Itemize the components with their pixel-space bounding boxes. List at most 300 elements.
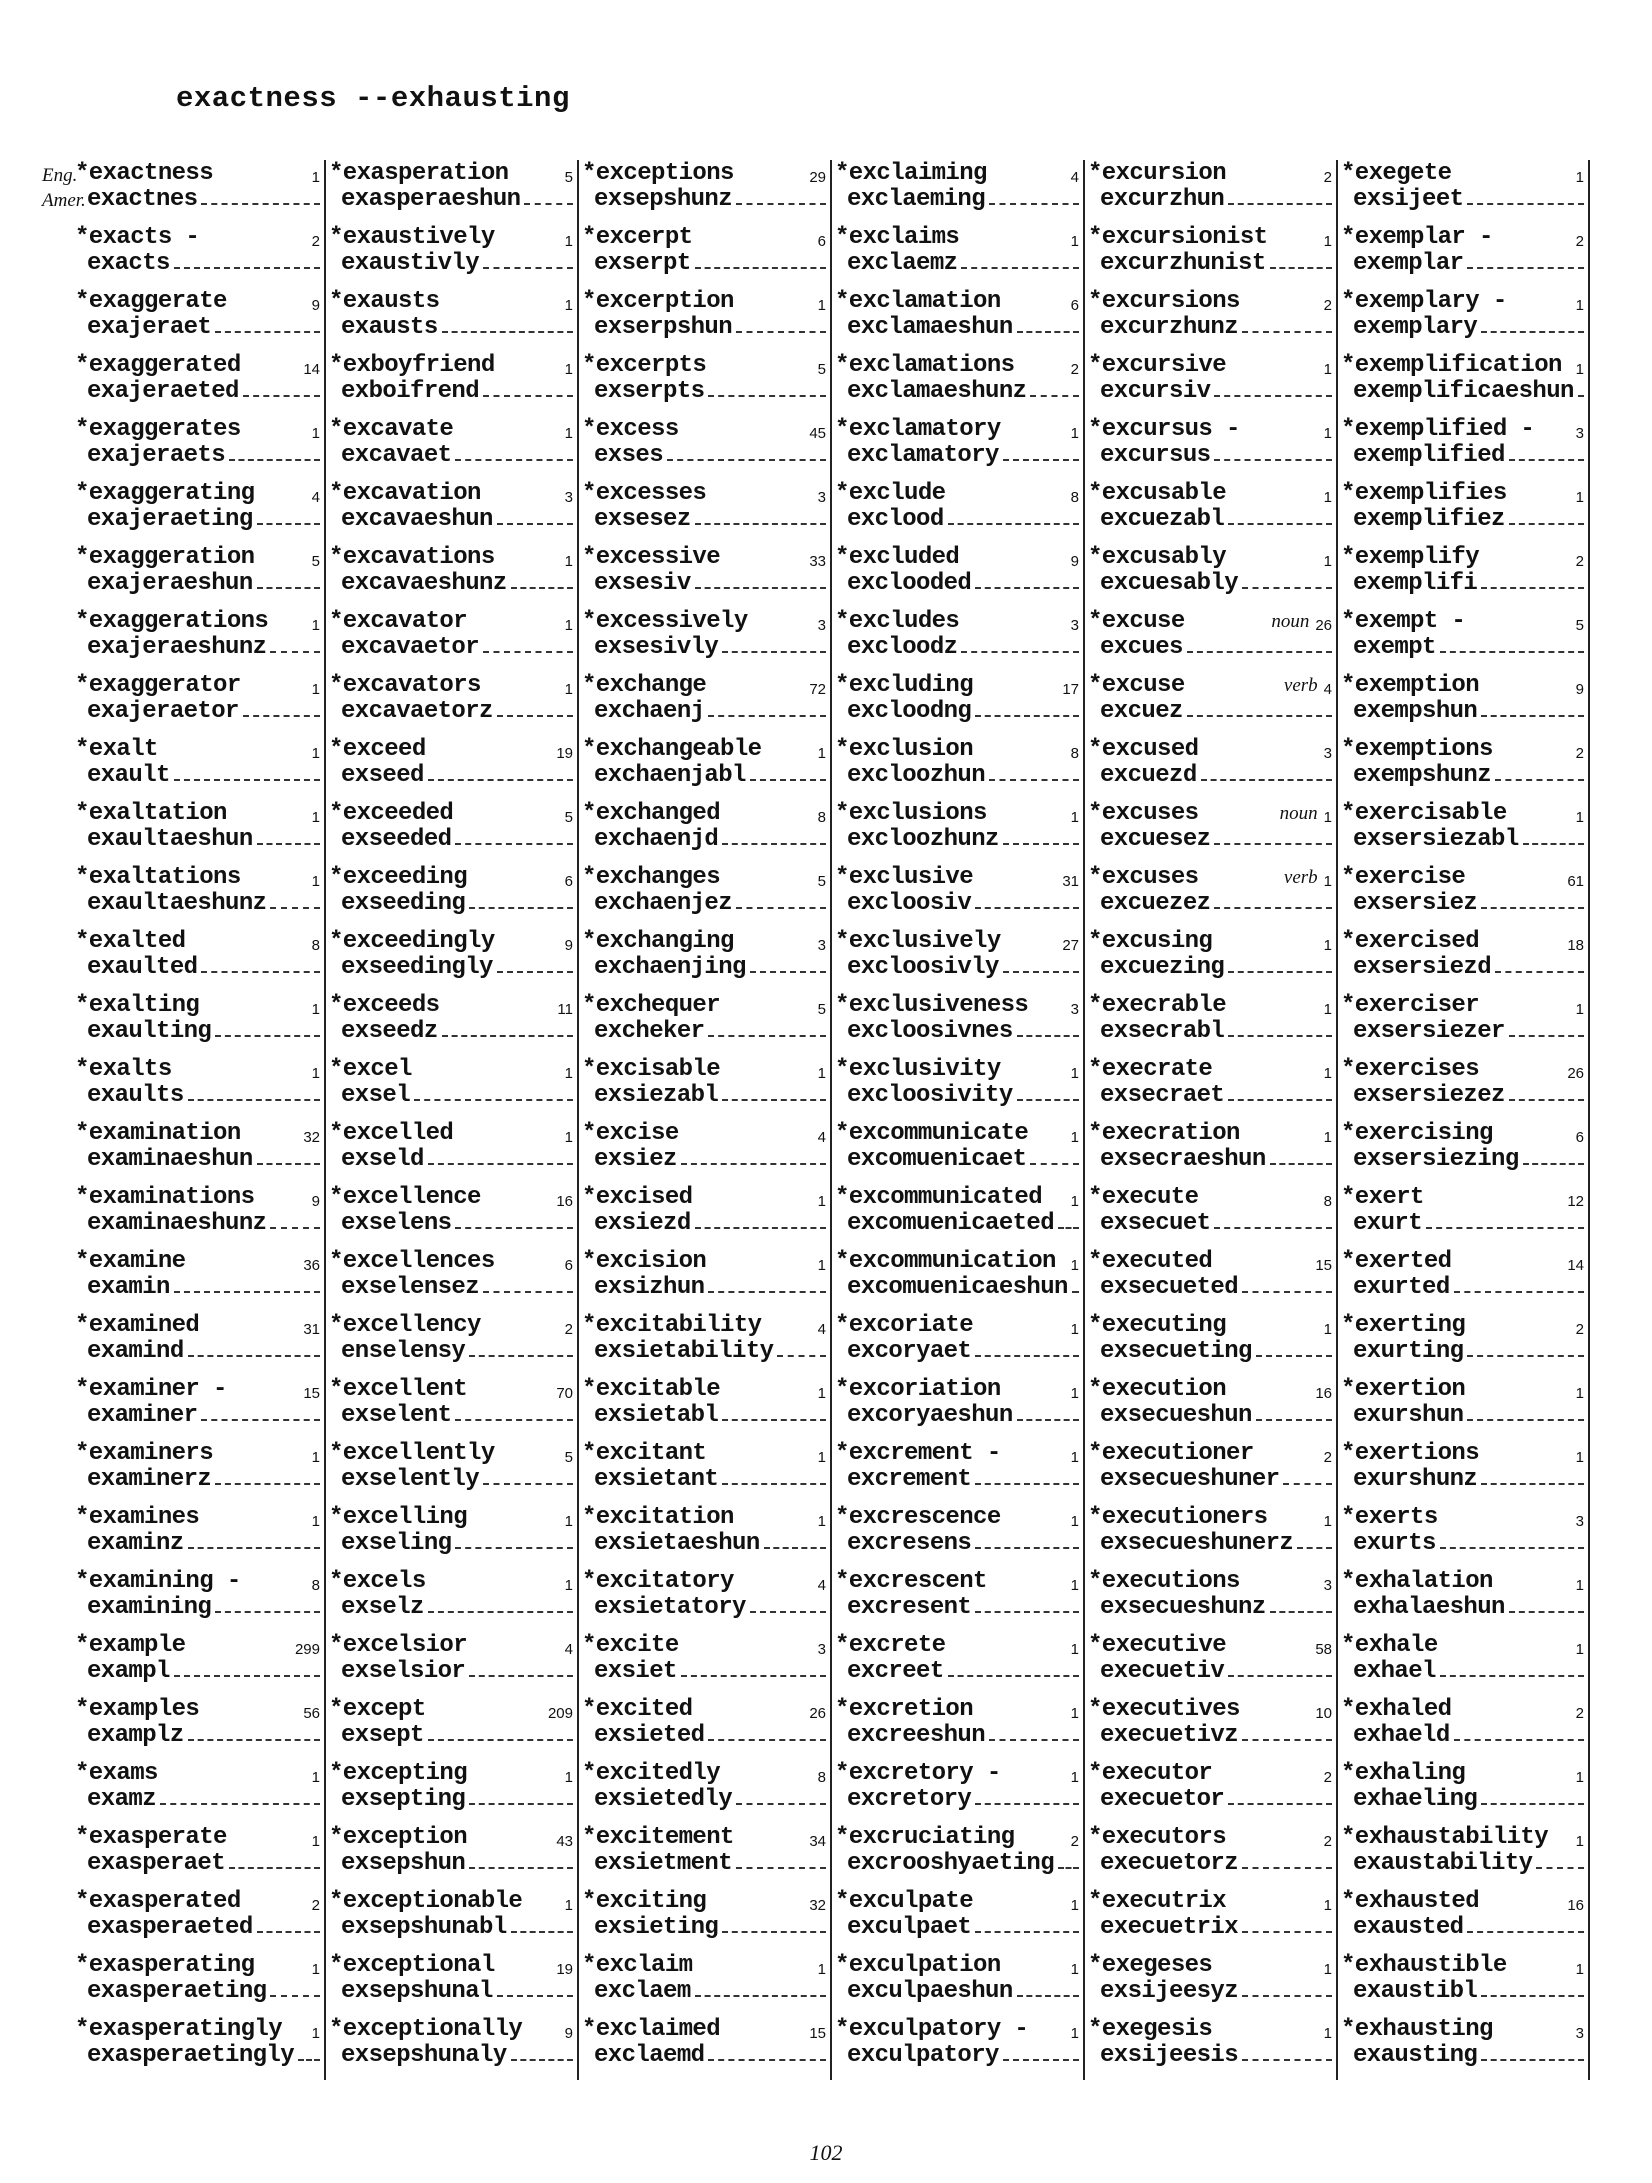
dictionary-entry [326,1248,577,1312]
headword: *excerption [582,288,734,315]
headword: *exclaimed [582,2016,721,2043]
headword: *exhaustability [1341,1824,1549,1851]
spelling-line [75,1402,320,1428]
headword-line [1088,288,1332,314]
dictionary-entry [326,1824,577,1888]
dictionary-entry [326,1056,577,1120]
respelling: exempt [1353,634,1436,661]
dotted-leader [524,203,573,205]
column-1 [72,160,326,2080]
dotted-leader [215,1035,320,1037]
headword-line [1341,1312,1584,1338]
dotted-leader [442,1035,573,1037]
frequency-count: 3 [817,617,826,634]
spelling-line [1088,1594,1332,1620]
frequency-count: 1 [564,1577,573,1594]
headword: *exaggerates [75,416,241,443]
frequency-count: 1 [817,1193,826,1210]
dictionary-entry [832,928,1083,992]
frequency-count: 2 [1070,1833,1079,1850]
respelling: exemplary [1353,314,1478,341]
headword-line [835,864,1079,890]
frequency-count: 17 [1062,681,1079,698]
dictionary-entry [579,1184,830,1248]
frequency-count: 27 [1062,937,1079,954]
headword: *exclusive [835,864,974,891]
spelling-line [582,762,826,788]
headword: *excuses [1088,864,1199,891]
dictionary-entry [1085,928,1336,992]
frequency-count: 1 [1323,425,1332,442]
respelling: examind [87,1338,184,1365]
headword-line [329,224,573,250]
dotted-leader [1509,523,1584,525]
spelling-line [582,506,826,532]
respelling: exsietment [594,1850,733,1877]
dictionary-entry [1338,1568,1588,1632]
spelling-line [1341,1018,1584,1044]
headword: *exaggerations [75,608,269,635]
headword-line [835,288,1079,314]
headword: *exciting [582,1888,707,1915]
headword-line [75,1248,320,1274]
spelling-line [582,1594,826,1620]
spelling-line [329,2042,573,2068]
dotted-leader [1017,1419,1079,1421]
dictionary-entry [832,1632,1083,1696]
headword: *excitant [582,1440,707,1467]
dotted-leader [174,779,320,781]
headword: *exchequer [582,992,721,1019]
headword: *exemptions [1341,736,1493,763]
headword-line [75,160,320,186]
respelling: exseeded [341,826,452,853]
dictionary-entry [1085,800,1336,864]
dictionary-entry [579,1760,830,1824]
headword-line [75,800,320,826]
dotted-leader [975,1931,1079,1933]
spelling-line [582,1146,826,1172]
headword-line [582,1632,826,1658]
spelling-line [582,1338,826,1364]
headword: *excise [582,1120,679,1147]
dotted-leader [270,907,320,909]
dictionary-entry [579,1504,830,1568]
spelling-line [1088,1722,1332,1748]
headword-line [75,1312,320,1338]
spelling-line [1341,890,1584,916]
dotted-leader [414,1099,573,1101]
headword: *exalts [75,1056,172,1083]
frequency-count: 1 [311,681,320,698]
dictionary-entry [832,1504,1083,1568]
dotted-leader [1017,1995,1079,1997]
spelling-line [329,250,573,276]
headword-line [1088,800,1332,826]
frequency-count: 15 [303,1385,320,1402]
headword-line [582,544,826,570]
headword-line [835,1440,1079,1466]
respelling: exses [594,442,664,469]
respelling: exsecrabl [1100,1018,1225,1045]
dotted-leader [243,715,320,717]
headword-line [582,1888,826,1914]
dictionary-entry [832,1888,1083,1952]
spelling-line [75,1978,320,2004]
dotted-leader [455,843,573,845]
headword-line [582,288,826,314]
dictionary-entry [1085,1248,1336,1312]
respelling: excloozhunz [847,826,999,853]
spelling-line [835,1018,1079,1044]
spelling-line [1088,186,1332,212]
dictionary-entry [1338,928,1588,992]
spelling-line [582,570,826,596]
dictionary-entry [1338,1312,1588,1376]
headword-line [329,288,573,314]
dotted-leader [1509,1035,1584,1037]
headword: *exceptional [329,1952,495,1979]
frequency-count: 15 [809,2025,826,2042]
headword-line [582,1312,826,1338]
headword: *executives [1088,1696,1240,1723]
spelling-line [835,1658,1079,1684]
respelling: exsersiezabl [1353,826,1519,853]
respelling: exemplifiez [1353,506,1505,533]
dotted-leader [1030,395,1079,397]
dotted-leader [736,907,826,909]
headword-line [75,224,320,250]
respelling: exsizhun [594,1274,705,1301]
respelling: excuezing [1100,954,1225,981]
dotted-leader [497,715,573,717]
dotted-leader [1030,1163,1079,1165]
dictionary-entry [1085,608,1336,672]
headword: *excretory - [835,1760,1001,1787]
headword: *excrement - [835,1440,1001,1467]
headword-line [1341,1888,1584,1914]
dotted-leader [1283,1483,1332,1485]
dictionary-entry [579,1568,830,1632]
dictionary-entry [72,928,324,992]
dictionary-entry [579,544,830,608]
dictionary-entry [579,352,830,416]
spelling-line [1088,1274,1332,1300]
respelling: examiner [87,1402,198,1429]
headword-line [1341,1440,1584,1466]
respelling: exsecueted [1100,1274,1239,1301]
dictionary-entry [72,416,324,480]
dictionary-entry [72,1248,324,1312]
dotted-leader [667,459,826,461]
headword: *examine [75,1248,186,1275]
headword: *excited [582,1696,693,1723]
headword-line [329,1312,573,1338]
dictionary-entry [1338,1504,1588,1568]
headword-line [1341,288,1584,314]
dotted-leader [188,1099,320,1101]
headword-line [1341,1120,1584,1146]
spelling-line [1341,1274,1584,1300]
headword: *exasperatingly [75,2016,283,2043]
spelling-line [329,762,573,788]
headword-line [582,1248,826,1274]
dotted-leader [1003,2059,1079,2061]
dictionary-entry [1085,416,1336,480]
spelling-line [1341,1978,1584,2004]
dictionary-entry [1085,1120,1336,1184]
dotted-leader [1242,1931,1332,1933]
frequency-count: 9 [311,297,320,314]
respelling: examinerz [87,1466,212,1493]
respelling: excoryaeshun [847,1402,1013,1429]
dotted-leader [961,267,1079,269]
dictionary-entry [1085,1184,1336,1248]
dictionary-entry [72,480,324,544]
frequency-count: 72 [809,681,826,698]
respelling: exsersiez [1353,890,1478,917]
dictionary-entry [579,224,830,288]
headword: *exasperation [329,160,509,187]
dictionary-entry [1085,992,1336,1056]
respelling: exclamatory [847,442,999,469]
frequency-count: 4 [311,489,320,506]
spelling-line [835,186,1079,212]
dictionary-entry [326,992,577,1056]
frequency-count: 1 [564,425,573,442]
frequency-count: 1 [1575,1961,1584,1978]
frequency-count: 32 [303,1129,320,1146]
headword: *exchanges [582,864,721,891]
dictionary-entry [72,1184,324,1248]
spelling-line [582,1530,826,1556]
dotted-leader [1228,1099,1332,1101]
headword-line [329,864,573,890]
respelling: exselz [341,1594,424,1621]
respelling: examz [87,1786,157,1813]
respelling: exsietedly [594,1786,733,1813]
dictionary-entry [1085,1632,1336,1696]
respelling: excavaeshunz [341,570,507,597]
headword: *excitability [582,1312,762,1339]
spelling-line [1341,1082,1584,1108]
headword-line [75,480,320,506]
spelling-line [1341,698,1584,724]
dotted-leader [708,715,826,717]
dotted-leader [1242,1739,1332,1741]
dictionary-entry [1338,1248,1588,1312]
respelling: execuetor [1100,1786,1225,1813]
headword: *excavators [329,672,481,699]
dictionary-entry [326,288,577,352]
frequency-count: 16 [1315,1385,1332,1402]
headword: *exalt [75,736,158,763]
headword-line [1088,736,1332,762]
dotted-leader [1523,1163,1584,1165]
respelling: exempshun [1353,698,1478,725]
spelling-line [835,826,1079,852]
headword: *excesses [582,480,707,507]
spelling-line [329,378,573,404]
dotted-leader [428,1739,573,1741]
dictionary-entry [1338,1056,1588,1120]
dotted-leader [1003,971,1079,973]
dictionary-entry [1085,288,1336,352]
headword-line [1341,864,1584,890]
spelling-line [835,1722,1079,1748]
respelling: exsersiezd [1353,954,1492,981]
spelling-line [1088,570,1332,596]
headword: *exerts [1341,1504,1438,1531]
dotted-leader [1426,1227,1584,1229]
dictionary-entry [72,1888,324,1952]
dictionary-entry [326,1120,577,1184]
spelling-line [329,1018,573,1044]
respelling: exhaeld [1353,1722,1450,1749]
headword: *exhaling [1341,1760,1466,1787]
respelling: exaults [87,1082,184,1109]
respelling: excloodng [847,698,972,725]
frequency-count: 6 [817,233,826,250]
frequency-count: 1 [311,425,320,442]
headword: *excludes [835,608,960,635]
headword: *execration [1088,1120,1240,1147]
headword: *examines [75,1504,200,1531]
dictionary-entry [326,1568,577,1632]
dictionary-entry [72,1760,324,1824]
spelling-line [329,954,573,980]
dotted-leader [681,1163,826,1165]
dotted-leader [750,779,826,781]
headword: *exhausted [1341,1888,1480,1915]
dotted-leader [708,2059,826,2061]
headword-line [1088,1248,1332,1274]
dotted-leader [1481,1803,1584,1805]
spelling-line [582,890,826,916]
headword-line [1088,1568,1332,1594]
dotted-leader [722,1931,826,1933]
headword: *excused [1088,736,1199,763]
spelling-line [582,1466,826,1492]
frequency-count: 1 [817,1449,826,1466]
frequency-count: 1 [311,1833,320,1850]
dotted-leader [750,1611,826,1613]
respelling: exaustibl [1353,1978,1478,2005]
headword-line [1341,1376,1584,1402]
dotted-leader [695,587,826,589]
frequency-count: 1 [1575,489,1584,506]
spelling-line [582,1274,826,1300]
dictionary-entry [832,1568,1083,1632]
frequency-count: 1 [311,1001,320,1018]
dictionary-entry [1338,1376,1588,1440]
dotted-leader [497,523,573,525]
respelling: exchaenjez [594,890,733,917]
headword-line [75,2016,320,2042]
respelling: exseed [341,762,424,789]
frequency-count: 1 [311,1961,320,1978]
headword: *example [75,1632,186,1659]
dictionary-entry [579,1952,830,2016]
respelling: exajeraeshunz [87,634,267,661]
respelling: examinaeshun [87,1146,253,1173]
headword-line [835,224,1079,250]
headword: *execrable [1088,992,1227,1019]
headword-line [1088,864,1332,890]
headword: *exalted [75,928,186,955]
dictionary-entry [579,480,830,544]
dotted-leader [1187,651,1332,653]
headword-line [835,1056,1079,1082]
dictionary-entry [1085,1696,1336,1760]
spelling-line [329,1594,573,1620]
dictionary-entry [72,544,324,608]
headword: *excitedly [582,1760,721,1787]
headword-line [582,416,826,442]
dictionary-entry [579,928,830,992]
dotted-leader [160,1803,320,1805]
headword-line [1088,1952,1332,1978]
dictionary-entry [1338,2016,1588,2080]
dotted-leader [708,1739,826,1741]
dotted-leader [736,331,826,333]
spelling-line [75,954,320,980]
part-of-speech: verb [1283,867,1318,888]
dotted-leader [1214,459,1332,461]
frequency-count: 19 [556,1961,573,1978]
spelling-line [582,1018,826,1044]
respelling: exaulted [87,954,198,981]
dictionary-entry [1338,608,1588,672]
dictionary-entry [579,1312,830,1376]
headword: *exemption [1341,672,1480,699]
dictionary-entry [579,1632,830,1696]
spelling-line [1341,570,1584,596]
spelling-line [582,442,826,468]
headword: *exerciser [1341,992,1480,1019]
dictionary-entry [72,864,324,928]
respelling: excrooshyaeting [847,1850,1055,1877]
dotted-leader [722,1419,826,1421]
dictionary-entry [1338,672,1588,736]
headword: *exceeding [329,864,468,891]
respelling: exseedz [341,1018,438,1045]
spelling-line [75,1210,320,1236]
respelling: exseling [341,1530,452,1557]
frequency-count: 1 [1070,1961,1079,1978]
respelling: exsesiv [594,570,691,597]
headword-line [1088,1184,1332,1210]
headword-line [75,1440,320,1466]
frequency-count: 1 [564,1513,573,1530]
respelling: excloosivly [847,954,999,981]
dictionary-entry [1085,1312,1336,1376]
headword-line [329,1696,573,1722]
respelling: excurzhun [1100,186,1225,213]
spelling-line [1341,314,1584,340]
respelling: excursus [1100,442,1211,469]
frequency-count: 1 [817,1385,826,1402]
dotted-leader [497,1995,573,1997]
spelling-line [835,1594,1079,1620]
spelling-line [1341,762,1584,788]
headword-line [1088,1824,1332,1850]
headword-line [582,1696,826,1722]
spelling-line [835,570,1079,596]
respelling: excheker [594,1018,705,1045]
dotted-leader [1454,1739,1584,1741]
spelling-line [1088,1210,1332,1236]
